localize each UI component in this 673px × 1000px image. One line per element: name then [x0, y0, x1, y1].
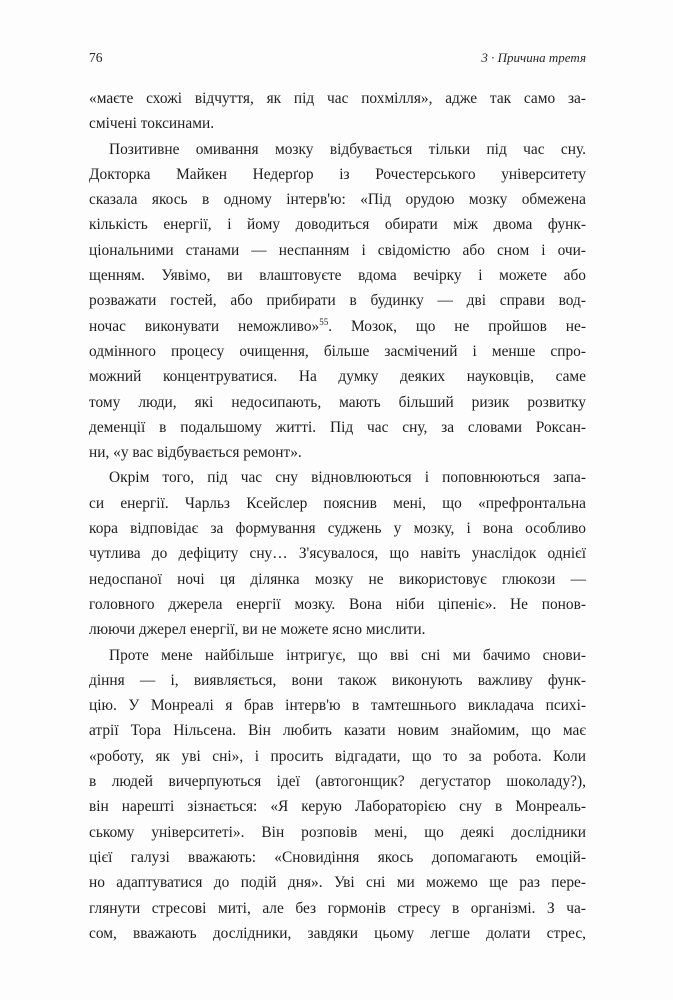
text-line: ни, «у вас відбувається ремонт». [89, 444, 302, 462]
text-line: деменції в подальшому житті. Під час сну, за словами Роксан- [89, 418, 586, 436]
text-line: щенням. Уявімо, ви влаштовуєте вдома вечірку і можете або [89, 267, 586, 285]
footnote-ref[interactable]: 55 [319, 316, 329, 327]
text-line: одмінного процесу очищення, більше засмічений і менше спро- [89, 342, 586, 360]
text-line: в людей вичерпуються ідеї (автогонщик? дегустатор шоколаду?), [89, 773, 586, 791]
text-line: ському університеті». Він розповів мені, що деякі дослідники [89, 823, 586, 841]
text-fragment: ночас виконувати неможливо» [89, 317, 320, 335]
text-line: Докторка Майкен Недерґор із Рочестерського університету [89, 165, 586, 183]
text-line: сом, вважають дослідники, завдяки цьому легше долати стрес, [89, 924, 586, 942]
body-text [89, 86, 586, 946]
text-line: люючи джерел енергії, ви не можете ясно мислити. [89, 621, 426, 639]
text-line: си енергії. Чарльз Ксейслер пояснив мені, що «префронтальна [89, 494, 586, 512]
paragraph-3 [89, 465, 586, 642]
text-line: ціональними станами — неспанням і свідомістю або сном і очи- [89, 241, 586, 259]
text-line: сказала якось в одному інтерв'ю: «Під орудою мозку обмежена [89, 191, 586, 209]
text-line: головного джерела енергії мозку. Вона ніби ціпеніє». Не понов- [89, 595, 586, 613]
text-fragment: . Мозок, що не пройшов не- [328, 317, 586, 335]
page-number: 76 [89, 50, 103, 65]
text-line-with-footnote [89, 314, 586, 339]
text-line: тому люди, які недосипають, мають більший ризик розвитку [89, 393, 586, 411]
text-line: но адаптуватися до подій дня». Уві сні ми можемо ще раз пере- [89, 874, 586, 892]
running-head [89, 50, 586, 70]
paragraph-4 [89, 643, 586, 947]
text-line: недоспаної ночі ця ділянка мозку не використовує глюкози — [89, 570, 586, 588]
text-line: смічені токсинами. [89, 115, 215, 133]
text-line: Окрім того, під час сну відновлюються і поповнюються запа- [109, 469, 586, 487]
text-line: Проте мене найбільше інтригує, що вві сні ми бачимо снови- [109, 646, 586, 664]
text-line: кора відповідає за формування суджень у мозку, і вона особливо [89, 520, 586, 538]
paragraph-1 [89, 86, 586, 137]
text-line: Позитивне омивання мозку відбувається тільки під час сну. [109, 140, 586, 158]
text-line: він нарешті зізнається: «Я керую Лабораторією сну в Монреаль- [89, 798, 586, 816]
text-line: розважати гостей, або прибирати в будинку — дві справи вод- [89, 292, 586, 310]
text-line: кількість енергії, і йому доводиться обирати між двома функ- [89, 216, 586, 234]
chapter-title: 3 · Причина третя [481, 50, 586, 65]
text-line: «роботу, як уві сні», і просить відгадати, що то за робота. Коли [89, 747, 586, 765]
text-line: «маєте схожі відчуття, як під час похмілля», адже так само за- [89, 90, 586, 107]
text-line: чутлива до дефіциту сну… З'ясувалося, що навіть унаслідок однієї [89, 545, 586, 563]
text-line: діння — і, виявляється, вони також виконують важливу функ- [89, 671, 586, 689]
text-line: можний концентруватися. На думку деяких науковців, саме [89, 368, 586, 386]
paragraph-2 [89, 137, 586, 466]
text-line: цію. У Монреалі я брав інтерв'ю в тамтешнього викладача психі- [89, 697, 586, 715]
text-line: атрії Тора Нільсена. Він любить казати новим знайомим, що має [89, 722, 586, 740]
text-line: глянути стресові миті, але без гормонів стресу в організмі. З ча- [89, 899, 586, 917]
text-line: цієї галузі вважають: «Сновидіння якось допомагають емоцій- [89, 848, 586, 866]
